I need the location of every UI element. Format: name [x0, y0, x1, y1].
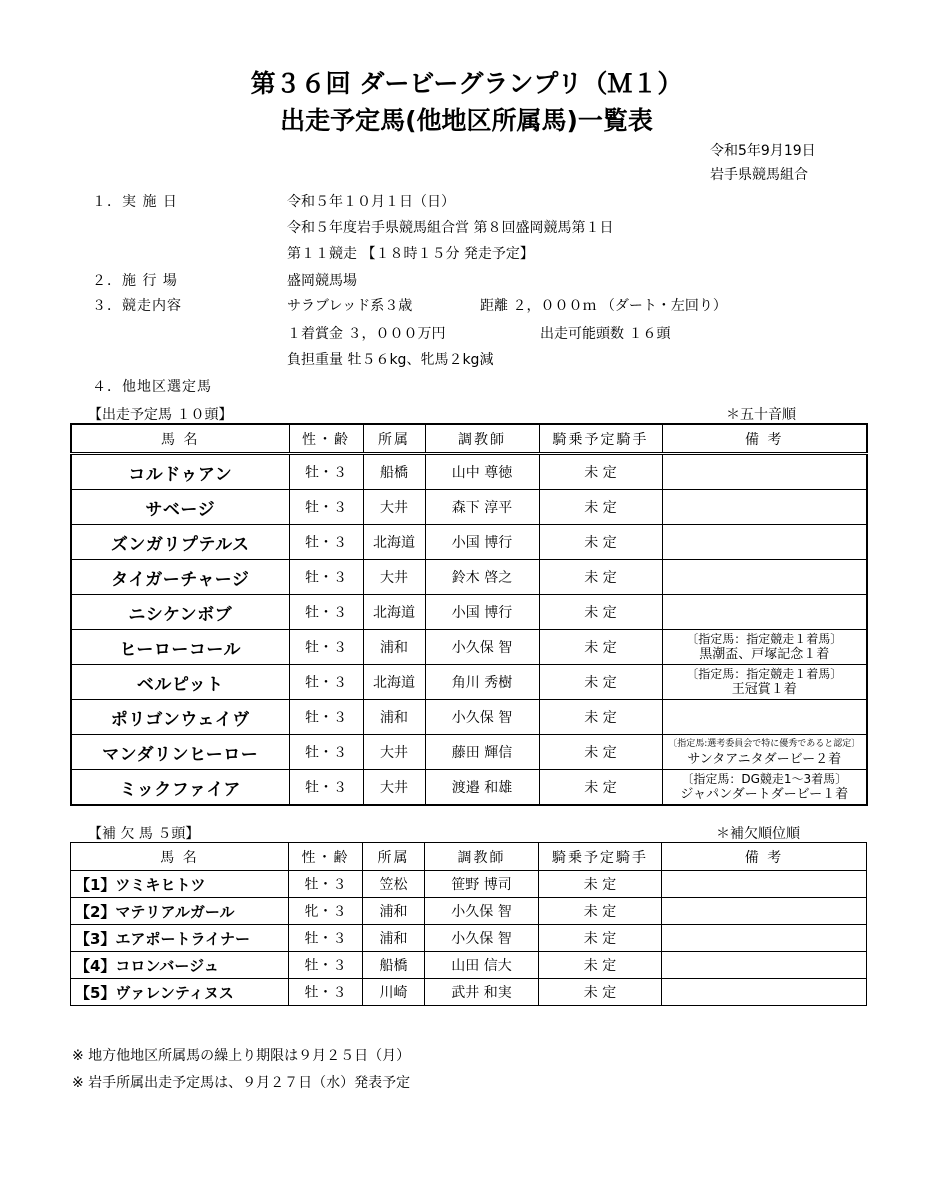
sex-age: 牡・３ [289, 490, 363, 525]
table-row [71, 925, 867, 952]
item3-horse-class: サラブレッド系３歳 [287, 298, 413, 314]
sex-age: 牡・３ [289, 925, 363, 952]
organizer: 岩手県競馬組合 [710, 167, 808, 183]
affiliation: 北海道 [363, 595, 425, 630]
trainer: 角川 秀樹 [425, 665, 539, 700]
jockey: 未 定 [539, 979, 662, 1006]
sex-age: 牝・３ [289, 898, 363, 925]
trainer: 山田 信大 [425, 952, 539, 979]
sex-age: 牡・３ [289, 630, 363, 665]
footnote-deadline: ※ 地方他地区所属馬の繰上り期限は９月２５日（月） [72, 1048, 411, 1064]
trainer: 森下 淳平 [425, 490, 539, 525]
col-remarks: 備 考 [662, 843, 867, 871]
col-jockey: 騎乗予定騎手 [539, 424, 662, 454]
col-affiliation: 所属 [363, 424, 425, 454]
item3-distance: 距離 ２，０００ｍ （ダート・左回り） [480, 298, 727, 314]
item3-weight: 負担重量 牡５６kg、牝馬２kg減 [287, 352, 494, 368]
entries-table [70, 423, 868, 806]
col-sex-age: 性・齢 [289, 843, 363, 871]
remarks [662, 871, 867, 898]
horse-name: ベルピット [71, 665, 289, 700]
horse-name: サベージ [71, 490, 289, 525]
sex-age: 牡・３ [289, 871, 363, 898]
remarks [662, 700, 867, 735]
col-horse-name: 馬 名 [71, 424, 289, 454]
jockey: 未 定 [539, 925, 662, 952]
horse-name: 【2】マテリアルガール [71, 898, 289, 925]
remarks [662, 595, 867, 630]
col-jockey: 騎乗予定騎手 [539, 843, 662, 871]
affiliation: 大井 [363, 490, 425, 525]
table-row [71, 979, 867, 1006]
horse-name: ミックファイア [71, 770, 289, 806]
jockey: 未 定 [539, 595, 662, 630]
table-row [71, 595, 867, 630]
trainer: 小久保 智 [425, 630, 539, 665]
page-title: 第３６回 ダービーグランプリ（Ｍ１） [250, 69, 683, 98]
jockey: 未 定 [539, 490, 662, 525]
item3-prize: １着賞金 ３，０００万円 [287, 326, 446, 342]
sex-age: 牡・３ [289, 525, 363, 560]
table-row [71, 454, 867, 490]
remarks [662, 490, 867, 525]
sex-age: 牡・３ [289, 952, 363, 979]
table-row [71, 700, 867, 735]
entries-section-note: ＊五十音順 [726, 407, 796, 423]
jockey: 未 定 [539, 525, 662, 560]
jockey: 未 定 [539, 560, 662, 595]
remarks: 〔指定馬:選考委員会で特に優秀であると認定〕 サンタアニタダービー２着 [662, 735, 867, 770]
sex-age: 牡・３ [289, 595, 363, 630]
remarks [662, 454, 867, 490]
trainer: 小久保 智 [425, 925, 539, 952]
item3-field-size: 出走可能頭数 １６頭 [540, 326, 671, 342]
horse-name: マンダリンヒーロー [71, 735, 289, 770]
col-remarks: 備 考 [662, 424, 867, 454]
col-trainer: 調教師 [425, 424, 539, 454]
item2-label: ２．施 行 場 [92, 273, 178, 289]
affiliation: 浦和 [363, 898, 425, 925]
table-row [71, 770, 867, 806]
affiliation: 北海道 [363, 525, 425, 560]
trainer: 小国 博行 [425, 595, 539, 630]
affiliation: 浦和 [363, 925, 425, 952]
remarks: 〔指定馬：指定競走１着馬〕 王冠賞１着 [662, 665, 867, 700]
item1-line3: 第１１競走 【１８時１５分 発走予定】 [287, 246, 534, 262]
trainer: 鈴木 啓之 [425, 560, 539, 595]
affiliation: 川崎 [363, 979, 425, 1006]
horse-name: 【1】ツミキヒトツ [71, 871, 289, 898]
reserves-header-row [71, 843, 867, 871]
affiliation: 浦和 [363, 700, 425, 735]
affiliation: 船橋 [363, 454, 425, 490]
remarks [662, 952, 867, 979]
affiliation: 大井 [363, 735, 425, 770]
item1-line1: 令和５年１０月１日（日） [287, 194, 455, 210]
table-row [71, 525, 867, 560]
remarks: 〔指定馬：DG競走1～3着馬〕 ジャパンダートダービー１着 [662, 770, 867, 806]
horse-name: 【5】ヴァレンティヌス [71, 979, 289, 1006]
sex-age: 牡・３ [289, 454, 363, 490]
horse-name: コルドゥアン [71, 454, 289, 490]
col-affiliation: 所属 [363, 843, 425, 871]
horse-name: 【3】エアポートライナー [71, 925, 289, 952]
reserves-table [70, 842, 867, 1006]
trainer: 笹野 博司 [425, 871, 539, 898]
item2-value: 盛岡競馬場 [287, 273, 357, 289]
table-row [71, 665, 867, 700]
horse-name: 【4】コロンバージュ [71, 952, 289, 979]
affiliation: 笠松 [363, 871, 425, 898]
trainer: 小国 博行 [425, 525, 539, 560]
jockey: 未 定 [539, 898, 662, 925]
reserves-section-label: 【補 欠 馬 ５頭】 [88, 826, 200, 842]
trainer: 武井 和実 [425, 979, 539, 1006]
table-row [71, 952, 867, 979]
affiliation: 北海道 [363, 665, 425, 700]
horse-name: ニシケンボブ [71, 595, 289, 630]
table-row [71, 735, 867, 770]
col-sex-age: 性・齢 [289, 424, 363, 454]
trainer: 藤田 輝信 [425, 735, 539, 770]
reserves-section-note: ＊補欠順位順 [716, 826, 800, 842]
table-row [71, 630, 867, 665]
trainer: 小久保 智 [425, 700, 539, 735]
jockey: 未 定 [539, 952, 662, 979]
horse-name: ヒーローコール [71, 630, 289, 665]
jockey: 未 定 [539, 665, 662, 700]
item3-label: ３．競走内容 [92, 298, 182, 314]
affiliation: 浦和 [363, 630, 425, 665]
sex-age: 牡・３ [289, 770, 363, 806]
jockey: 未 定 [539, 700, 662, 735]
sex-age: 牡・３ [289, 665, 363, 700]
remarks [662, 525, 867, 560]
sex-age: 牡・３ [289, 560, 363, 595]
issue-date: 令和5年9月19日 [710, 143, 816, 159]
remarks [662, 560, 867, 595]
horse-name: ポリゴンウェイヴ [71, 700, 289, 735]
remarks: 〔指定馬：指定競走１着馬〕 黒潮盃、戸塚記念１着 [662, 630, 867, 665]
affiliation: 大井 [363, 560, 425, 595]
jockey: 未 定 [539, 454, 662, 490]
entries-header-row [71, 424, 867, 454]
horse-name: タイガーチャージ [71, 560, 289, 595]
affiliation: 船橋 [363, 952, 425, 979]
col-horse-name: 馬 名 [71, 843, 289, 871]
jockey: 未 定 [539, 735, 662, 770]
table-row [71, 490, 867, 525]
jockey: 未 定 [539, 770, 662, 806]
remarks [662, 979, 867, 1006]
trainer: 渡邉 和雄 [425, 770, 539, 806]
trainer: 小久保 智 [425, 898, 539, 925]
affiliation: 大井 [363, 770, 425, 806]
sex-age: 牡・３ [289, 735, 363, 770]
remarks [662, 898, 867, 925]
entries-section-label: 【出走予定馬 １０頭】 [88, 407, 233, 423]
col-trainer: 調教師 [425, 843, 539, 871]
horse-name: ズンガリプテルス [71, 525, 289, 560]
table-row [71, 898, 867, 925]
jockey: 未 定 [539, 630, 662, 665]
page-subtitle: 出走予定馬(他地区所属馬)一覧表 [280, 106, 653, 135]
item1-label: １．実 施 日 [92, 194, 178, 210]
jockey: 未 定 [539, 871, 662, 898]
table-row [71, 871, 867, 898]
footnote-announcement: ※ 岩手所属出走予定馬は、９月２７日（水）発表予定 [72, 1075, 411, 1091]
item1-line2: 令和５年度岩手県競馬組合営 第８回盛岡競馬第１日 [287, 220, 614, 236]
item4-label: ４．他地区選定馬 [92, 379, 212, 395]
table-row [71, 560, 867, 595]
sex-age: 牡・３ [289, 700, 363, 735]
sex-age: 牡・３ [289, 979, 363, 1006]
trainer: 山中 尊徳 [425, 454, 539, 490]
remarks [662, 925, 867, 952]
